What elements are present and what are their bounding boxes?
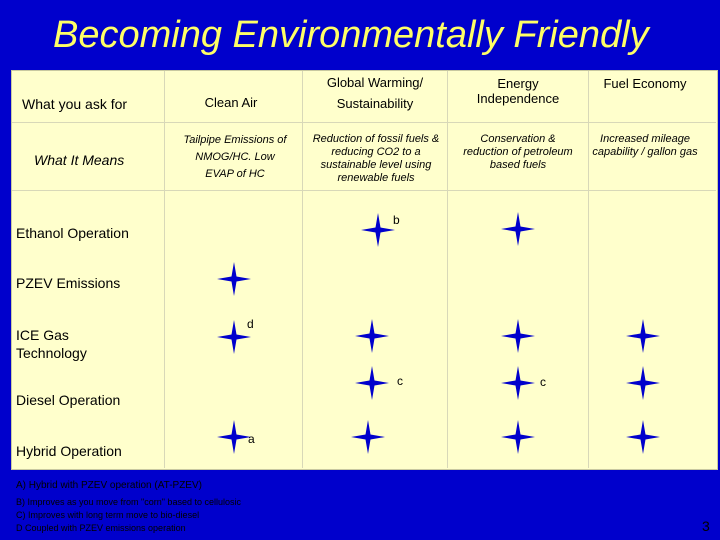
row-label-means: What It Means <box>34 152 125 168</box>
page-number: 3 <box>702 518 710 534</box>
row-label-ice-gas: ICE Gas Technology <box>16 327 87 361</box>
meaning-fuel-economy: Increased mileage capability / gallon gas <box>592 133 698 158</box>
row-label-hybrid: Hybrid Operation <box>16 443 122 459</box>
star-marker <box>501 366 535 400</box>
column-header-clean-air: Clean Air <box>204 95 258 110</box>
column-header-global-warming-line2: Sustainability <box>336 96 414 111</box>
footnote: D Coupled with PZEV emissions operation <box>16 523 186 533</box>
footnote: B) Improves as you move from "corn" based to cellulosic <box>16 497 241 507</box>
grid-line <box>588 71 589 468</box>
footnote: A) Hybrid with PZEV operation (AT-PZEV) <box>16 480 202 491</box>
note-c: c <box>540 375 546 389</box>
grid-line <box>302 71 303 468</box>
matrix-panel <box>11 70 718 470</box>
star-marker <box>217 320 251 354</box>
column-header-fuel-economy: Fuel Economy <box>603 76 687 91</box>
grid-line <box>12 190 716 191</box>
row-label-pzev: PZEV Emissions <box>16 275 121 291</box>
meaning-energy: Conservation & reduction of petroleum based fuels <box>463 133 573 171</box>
star-marker <box>501 319 535 353</box>
column-header-energy: Energy Independence <box>476 76 560 106</box>
star-marker <box>217 262 251 296</box>
slide-title: Becoming Environmentally Friendly <box>53 14 649 56</box>
grid-line <box>447 71 448 468</box>
row-label-diesel: Diesel Operation <box>16 392 121 408</box>
star-marker <box>626 420 660 454</box>
star-marker <box>351 420 385 454</box>
column-header-global-warming-line1: Global Warming/ <box>326 75 424 90</box>
row-label-ethanol: Ethanol Operation <box>16 225 129 241</box>
star-marker <box>501 420 535 454</box>
row-label-ask: What you ask for <box>22 96 128 112</box>
note-d: d <box>247 317 254 331</box>
meaning-global-warming: Reduction of fossil fuels & reducing CO2 to a sustainable level using renewable fuels <box>312 133 440 184</box>
star-marker <box>626 366 660 400</box>
grid-line <box>12 122 716 123</box>
star-marker <box>626 319 660 353</box>
star-marker <box>501 212 535 246</box>
star-marker <box>355 319 389 353</box>
note-a: a <box>248 432 255 446</box>
meaning-clean-air: Tailpipe Emissions of NMOG/HC. Low EVAP of HC <box>183 134 287 180</box>
star-marker <box>355 366 389 400</box>
footnotes <box>16 479 241 535</box>
note-c: c <box>397 374 403 388</box>
star-marker <box>217 420 251 454</box>
note-b: b <box>393 213 400 227</box>
footnote: C) Improves with long term move to bio-diesel <box>16 510 200 520</box>
star-marker <box>361 213 395 247</box>
grid-line <box>164 71 165 468</box>
